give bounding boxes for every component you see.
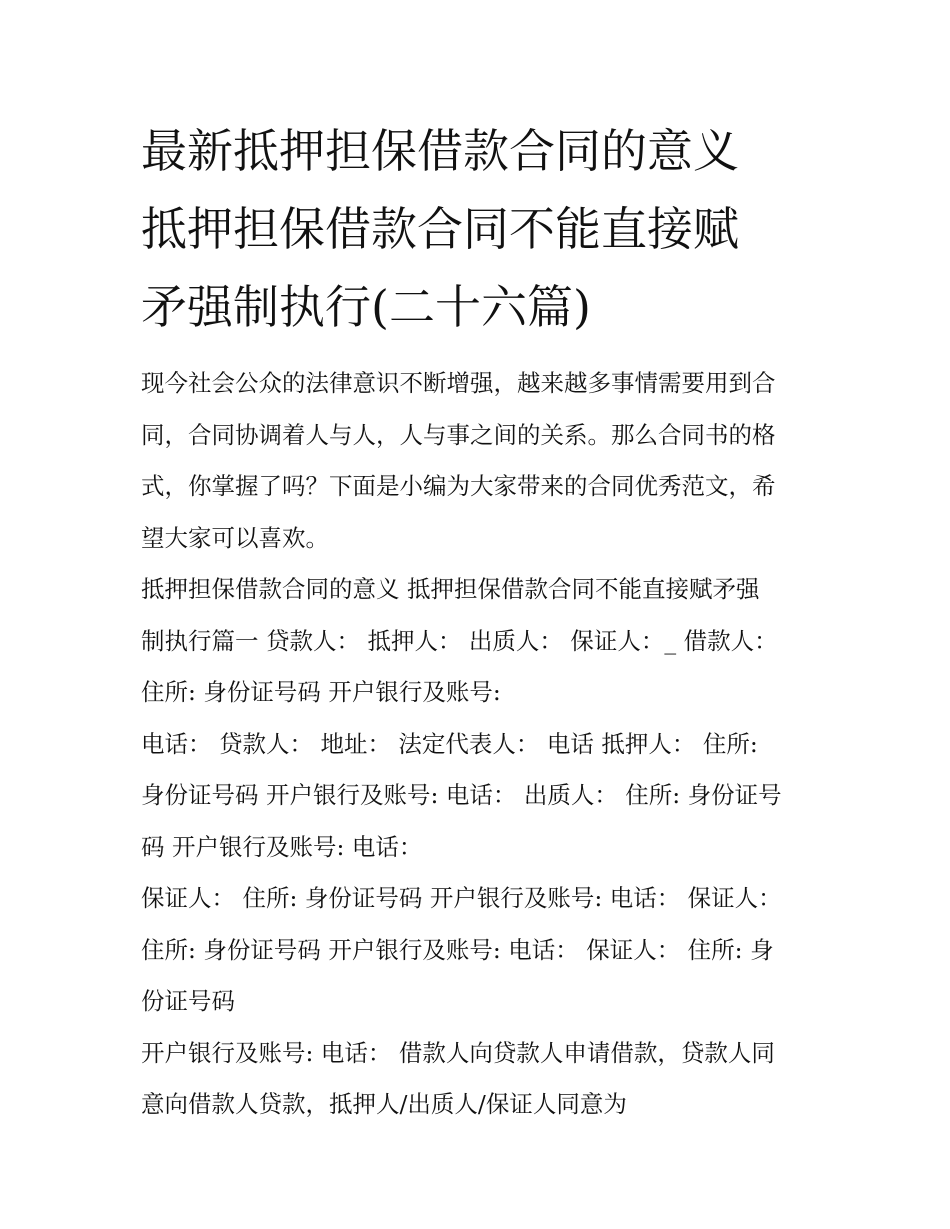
text-line: 身份证号码 开户银行及账号: 电话： 出质人： 住所: 身份证号 [141,781,782,809]
text-line: 意向借款人贷款，抵押人/出质人/保证人同意为 [141,1090,627,1118]
text-line: 开户银行及账号: 电话： 借款人向贷款人申请借款，贷款人同 [141,1038,775,1067]
text-line: 电话： 贷款人： 地址： 法定代表人： 电话 抵押人： 住所: [141,729,758,758]
text-line: 抵押担保借款合同的意义 抵押担保借款合同不能直接赋矛强 [141,575,760,603]
text-line: 住所: 身份证号码 开户银行及账号: [141,678,501,706]
text-line: 住所: 身份证号码 开户银行及账号: 电话： 保证人： 住所: 身 [141,935,774,964]
text-line: 份证号码 [141,987,235,1015]
loan-agreement-paragraph [141,1028,813,1131]
text-line: 制执行篇一 贷款人： 抵押人： 出质人： 保证人：_ 借款人： [141,626,778,655]
contract-parties-paragraph [141,564,813,719]
text-line: 望大家可以喜欢。 [141,523,329,552]
text-line: 同，合同协调着人与人，人与事之间的关系。那么合同书的格 [141,420,776,449]
document-content [141,112,813,1131]
title-line: 抵押担保借款合同不能直接赋 [141,202,739,256]
title-line: 矛强制执行(二十六篇) [141,280,591,334]
text-line: 式，你掌握了吗？下面是小编为大家带来的合同优秀范文，希 [141,472,776,500]
document-body [141,358,813,1131]
title-line: 最新抵押担保借款合同的意义 [141,124,739,178]
document-title [141,112,813,346]
lender-mortgagor-paragraph [141,719,813,874]
text-line: 保证人： 住所: 身份证号码 开户银行及账号: 电话： 保证人： [141,884,782,912]
text-line: 现今社会公众的法律意识不断增强，越来越多事情需要用到合 [141,369,776,397]
intro-paragraph [141,358,813,564]
text-line: 码 开户银行及账号: 电话： [141,832,423,861]
guarantor-paragraph [141,873,813,1028]
